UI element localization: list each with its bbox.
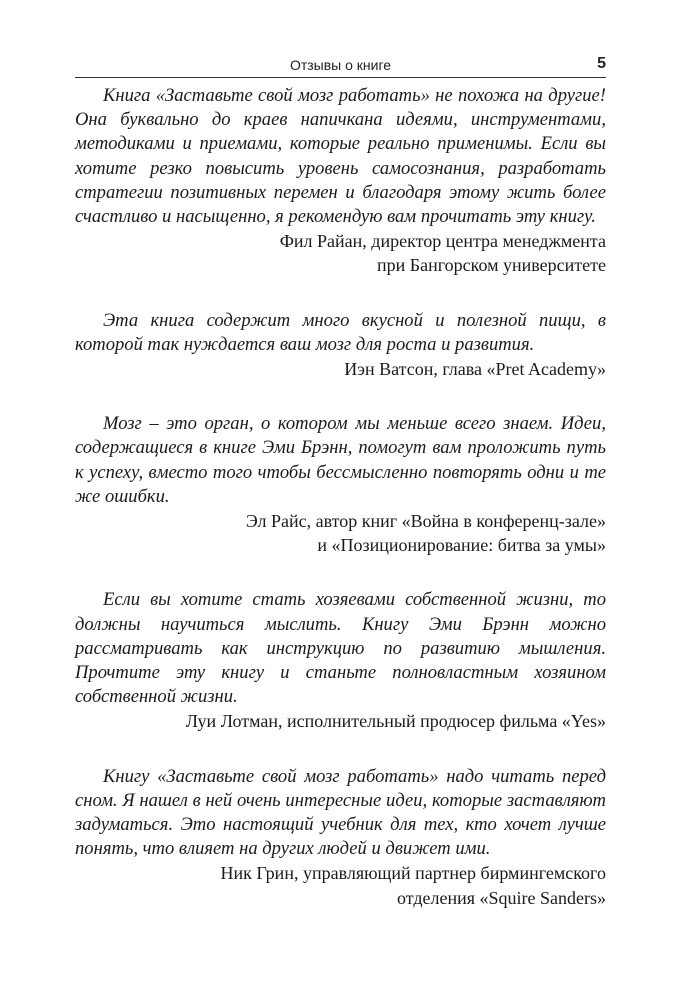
review-attribution (75, 509, 606, 557)
review-4 (75, 588, 606, 733)
review-2 (75, 309, 606, 382)
review-quote: Книга «Заставьте свой мозг работать» не похожа на другие! Она буквально до краев напичкана идеями, инструментами, методиками и приемами, которые реально применимы. Если вы хотите резко повысить уровень самосознания, разработать стратегии позитивных перемен и благодаря этому жить более счастливо и насыщенно, я рекомендую вам прочитать эту книгу. (75, 85, 606, 228)
review-quote: Эта книга содержит много вкусной и полезной пищи, в которой так нуждается ваш мозг для роста и развития. (75, 309, 606, 355)
review-quote: Книгу «Заставьте свой мозг работать» надо читать перед сном. Я нашел в ней очень интересные идеи, которые заставляют задуматься. Это настоящий учебник для тех, кто хочет лучше понять, что влияет на других людей и движет ими. (75, 765, 606, 860)
review-attribution (75, 229, 606, 277)
attribution-line: Ник Грин, управляющий партнер бирмингемского (220, 863, 606, 884)
review-attribution (75, 357, 606, 381)
chapter-title: Отзывы о книге (289, 57, 392, 73)
review-5 (75, 765, 606, 910)
review-1 (75, 84, 606, 278)
attribution-line: Луи Лотман, исполнительный продюсер фильма «Yes» (185, 711, 606, 732)
review-3 (75, 412, 606, 557)
page-number: 5 (597, 55, 606, 72)
review-quote: Если вы хотите стать хозяевами собственной жизни, то должны научиться мыслить. Книгу Эми Брэнн можно рассматривать как инструкцию по развитию мышления. Прочтите эту книгу и станьте полновластным хозяином собственной жизни. (75, 589, 606, 708)
attribution-line: отделения «Squire Sanders» (396, 887, 606, 908)
running-header (75, 55, 606, 78)
review-attribution (75, 709, 606, 733)
attribution-line: при Бангорском университете (376, 255, 606, 276)
review-quote: Мозг – это орган, о котором мы меньше всего знаем. Идеи, содержащиеся в книге Эми Брэнн, помогут вам проложить путь к успеху, вместо того чтобы бессмысленно повторять одни и те же ошибки. (75, 413, 606, 507)
attribution-line: Иэн Ватсон, глава «Pret Academy» (344, 359, 606, 380)
reviews-section (75, 84, 606, 941)
attribution-line: Эл Райс, автор книг «Война в конференц-зале» (245, 511, 606, 532)
review-attribution (75, 861, 606, 909)
attribution-line: Фил Райан, директор центра менеджмента (279, 231, 606, 252)
attribution-line: и «Позиционирование: битва за умы» (317, 535, 606, 556)
